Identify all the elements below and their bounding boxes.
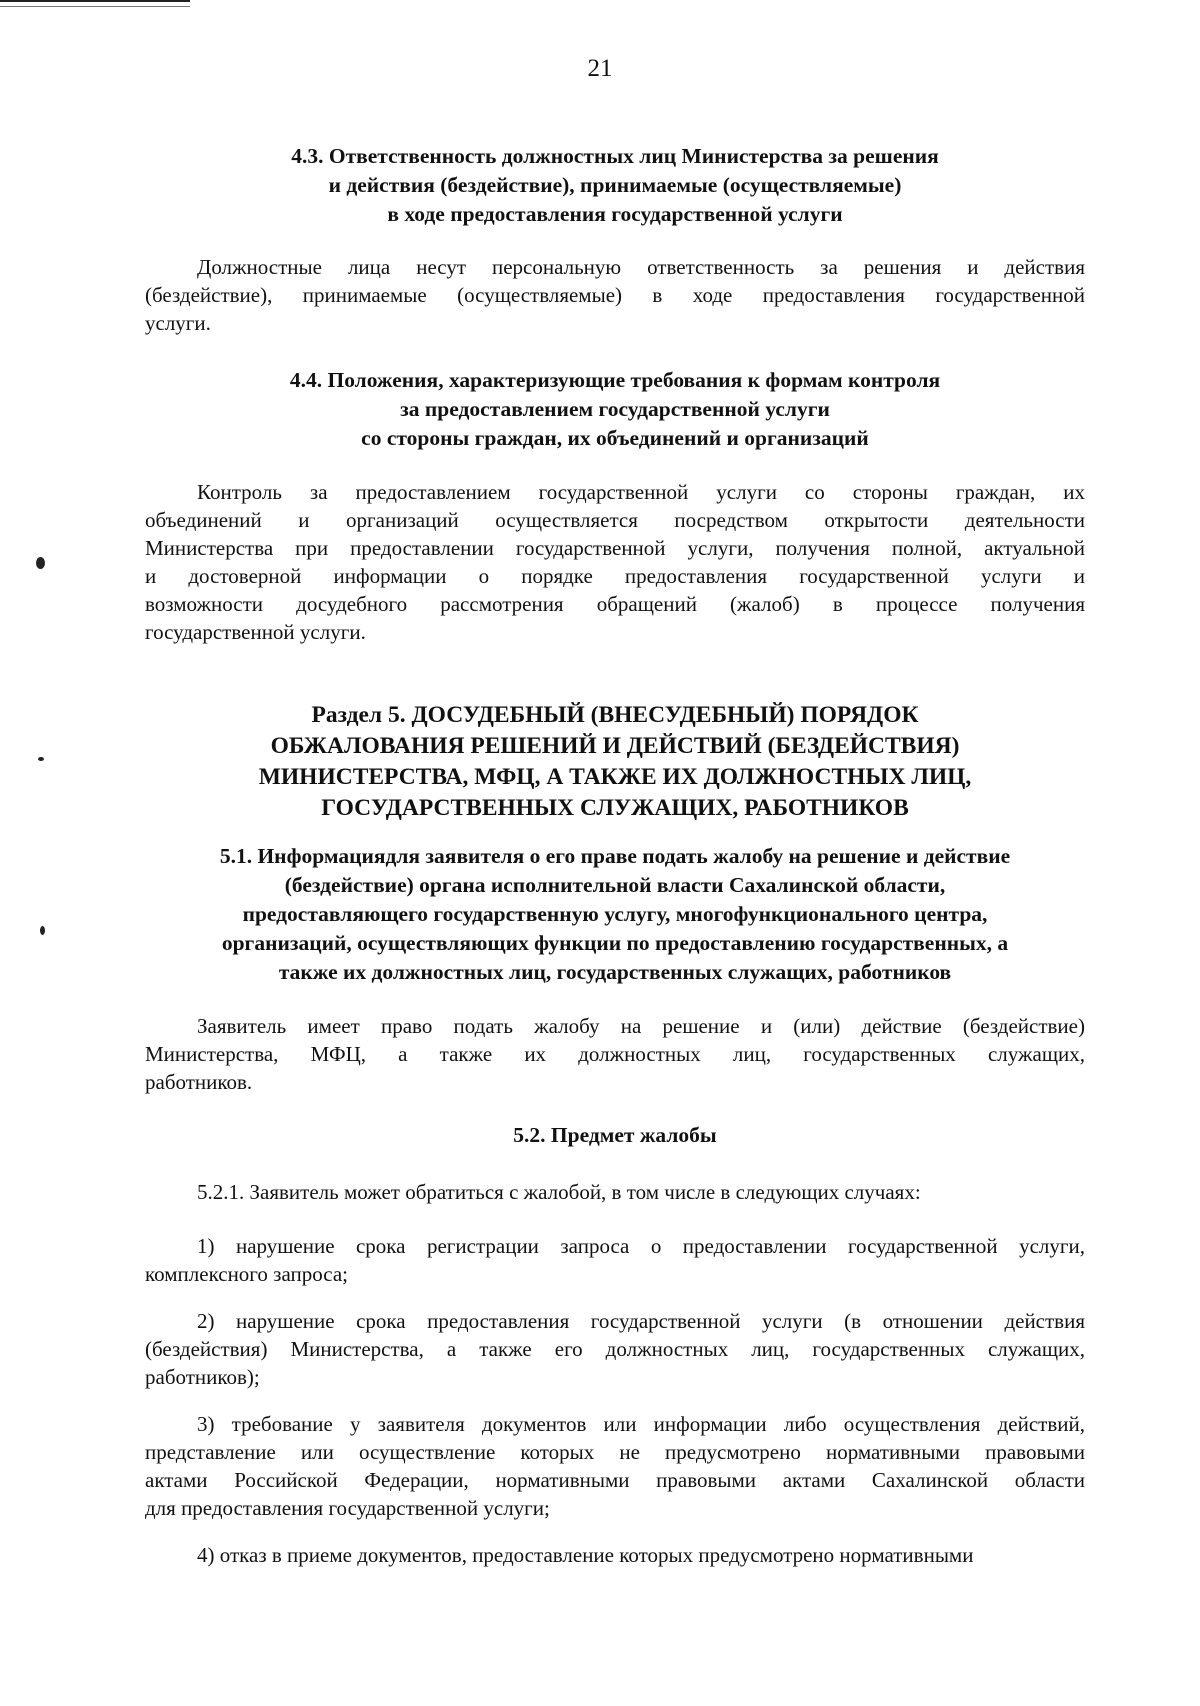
text-line: объединений и организаций осуществляется посредством открытости деятельности xyxy=(145,508,1085,532)
text-line: комплексного запроса; xyxy=(145,1262,348,1286)
text-line: 4) отказ в приеме документов, предоставление которых предусмотрено нормативными xyxy=(197,1543,974,1567)
section-5-1-paragraph xyxy=(145,1012,1085,1096)
heading-line: Раздел 5. ДОСУДЕБНЫЙ (ВНЕСУДЕБНЫЙ) ПОРЯДОК xyxy=(311,702,919,728)
text-line: государственной услуги. xyxy=(145,620,366,644)
scan-speck xyxy=(36,557,45,569)
heading-line: также их должностных лиц, государственных служащих, работников xyxy=(278,960,952,984)
scan-edge-mark xyxy=(0,0,190,7)
heading-line: 4.4. Положения, характеризующие требования к формам контроля xyxy=(289,368,941,392)
heading-line: МИНИСТЕРСТВА, МФЦ, А ТАКЖЕ ИХ ДОЛЖНОСТНЫХ ЛИЦ, xyxy=(258,764,972,790)
section-5-title xyxy=(145,700,1085,824)
text-line: Министерства, МФЦ, а также их должностных лиц, государственных служащих, xyxy=(145,1042,1085,1066)
text-line: 1) нарушение срока регистрации запроса о предоставлении государственной услуги, xyxy=(197,1234,1085,1258)
heading-line: в ходе предоставления государственной услуги xyxy=(387,202,843,226)
text-line: услуги. xyxy=(145,311,211,335)
heading-line: и действия (бездействие), принимаемые (осуществляемые) xyxy=(328,173,902,197)
section-4-4-paragraph xyxy=(145,478,1085,646)
section-4-3-title xyxy=(145,142,1085,229)
section-4-3-paragraph xyxy=(145,253,1085,337)
text-line: (бездействие), принимаемые (осуществляемые) в ходе предоставления государственной xyxy=(145,283,1085,307)
heading-line: ОБЖАЛОВАНИЯ РЕШЕНИЙ И ДЕЙСТВИЙ (БЕЗДЕЙСТВИЯ) xyxy=(270,733,960,759)
text-line: Должностные лица несут персональную ответственность за решения и действия xyxy=(197,255,1085,279)
section-5-2-title xyxy=(145,1121,1085,1150)
list-item-3 xyxy=(145,1410,1085,1522)
text-line: 5.2.1. Заявитель может обратиться с жалобой, в том числе в следующих случаях: xyxy=(197,1180,921,1204)
heading-line: 4.3. Ответственность должностных лиц Министерства за решения xyxy=(291,144,939,168)
text-line: актами Российской Федерации, нормативными правовыми актами Сахалинской области xyxy=(145,1468,1085,1492)
list-item-2 xyxy=(145,1307,1085,1391)
text-line: для предоставления государственной услуги; xyxy=(145,1496,550,1520)
text-line: Заявитель имеет право подать жалобу на решение и (или) действие (бездействие) xyxy=(197,1014,1085,1038)
heading-line: за предоставлением государственной услуги xyxy=(400,397,830,421)
text-line: работников); xyxy=(145,1365,260,1389)
heading-line: 5.2. Предмет жалобы xyxy=(513,1123,717,1147)
section-4-4-title xyxy=(145,366,1085,453)
heading-line: 5.1. Информациядля заявителя о его праве подать жалобу на решение и действие xyxy=(219,844,1011,868)
text-line: 2) нарушение срока предоставления государственной услуги (в отношении действия xyxy=(197,1309,1085,1333)
heading-line: (бездействие) органа исполнительной власти Сахалинской области, xyxy=(284,873,946,897)
text-line: Министерства при предоставлении государственной услуги, получения полной, актуальной xyxy=(145,536,1085,560)
heading-line: ГОСУДАРСТВЕННЫХ СЛУЖАЩИХ, РАБОТНИКОВ xyxy=(321,795,909,821)
list-item-1 xyxy=(145,1232,1085,1288)
page-number: 21 xyxy=(587,55,613,82)
scan-speck xyxy=(40,926,45,935)
heading-line: предоставляющего государственную услугу, многофункционального центра, xyxy=(242,902,988,926)
text-line: 3) требование у заявителя документов или информации либо осуществления действий, xyxy=(197,1412,1085,1436)
text-line: Контроль за предоставлением государственной услуги со стороны граждан, их xyxy=(197,480,1085,504)
text-line: (бездействия) Министерства, а также его должностных лиц, государственных служащих, xyxy=(145,1337,1085,1361)
list-item-4 xyxy=(145,1541,1085,1569)
text-line: представление или осуществление которых не предусмотрено нормативными правовыми xyxy=(145,1440,1085,1464)
text-line: работников. xyxy=(145,1070,253,1094)
clause-5-2-1 xyxy=(145,1178,1085,1206)
scan-speck xyxy=(38,757,44,761)
text-line: возможности досудебного рассмотрения обращений (жалоб) в процессе получения xyxy=(145,592,1085,616)
heading-line: со стороны граждан, их объединений и организаций xyxy=(361,426,869,450)
text-line: и достоверной информации о порядке предоставления государственной услуги и xyxy=(145,564,1085,588)
heading-line: организаций, осуществляющих функции по предоставлению государственных, а xyxy=(221,931,1009,955)
section-5-1-title xyxy=(145,842,1085,987)
